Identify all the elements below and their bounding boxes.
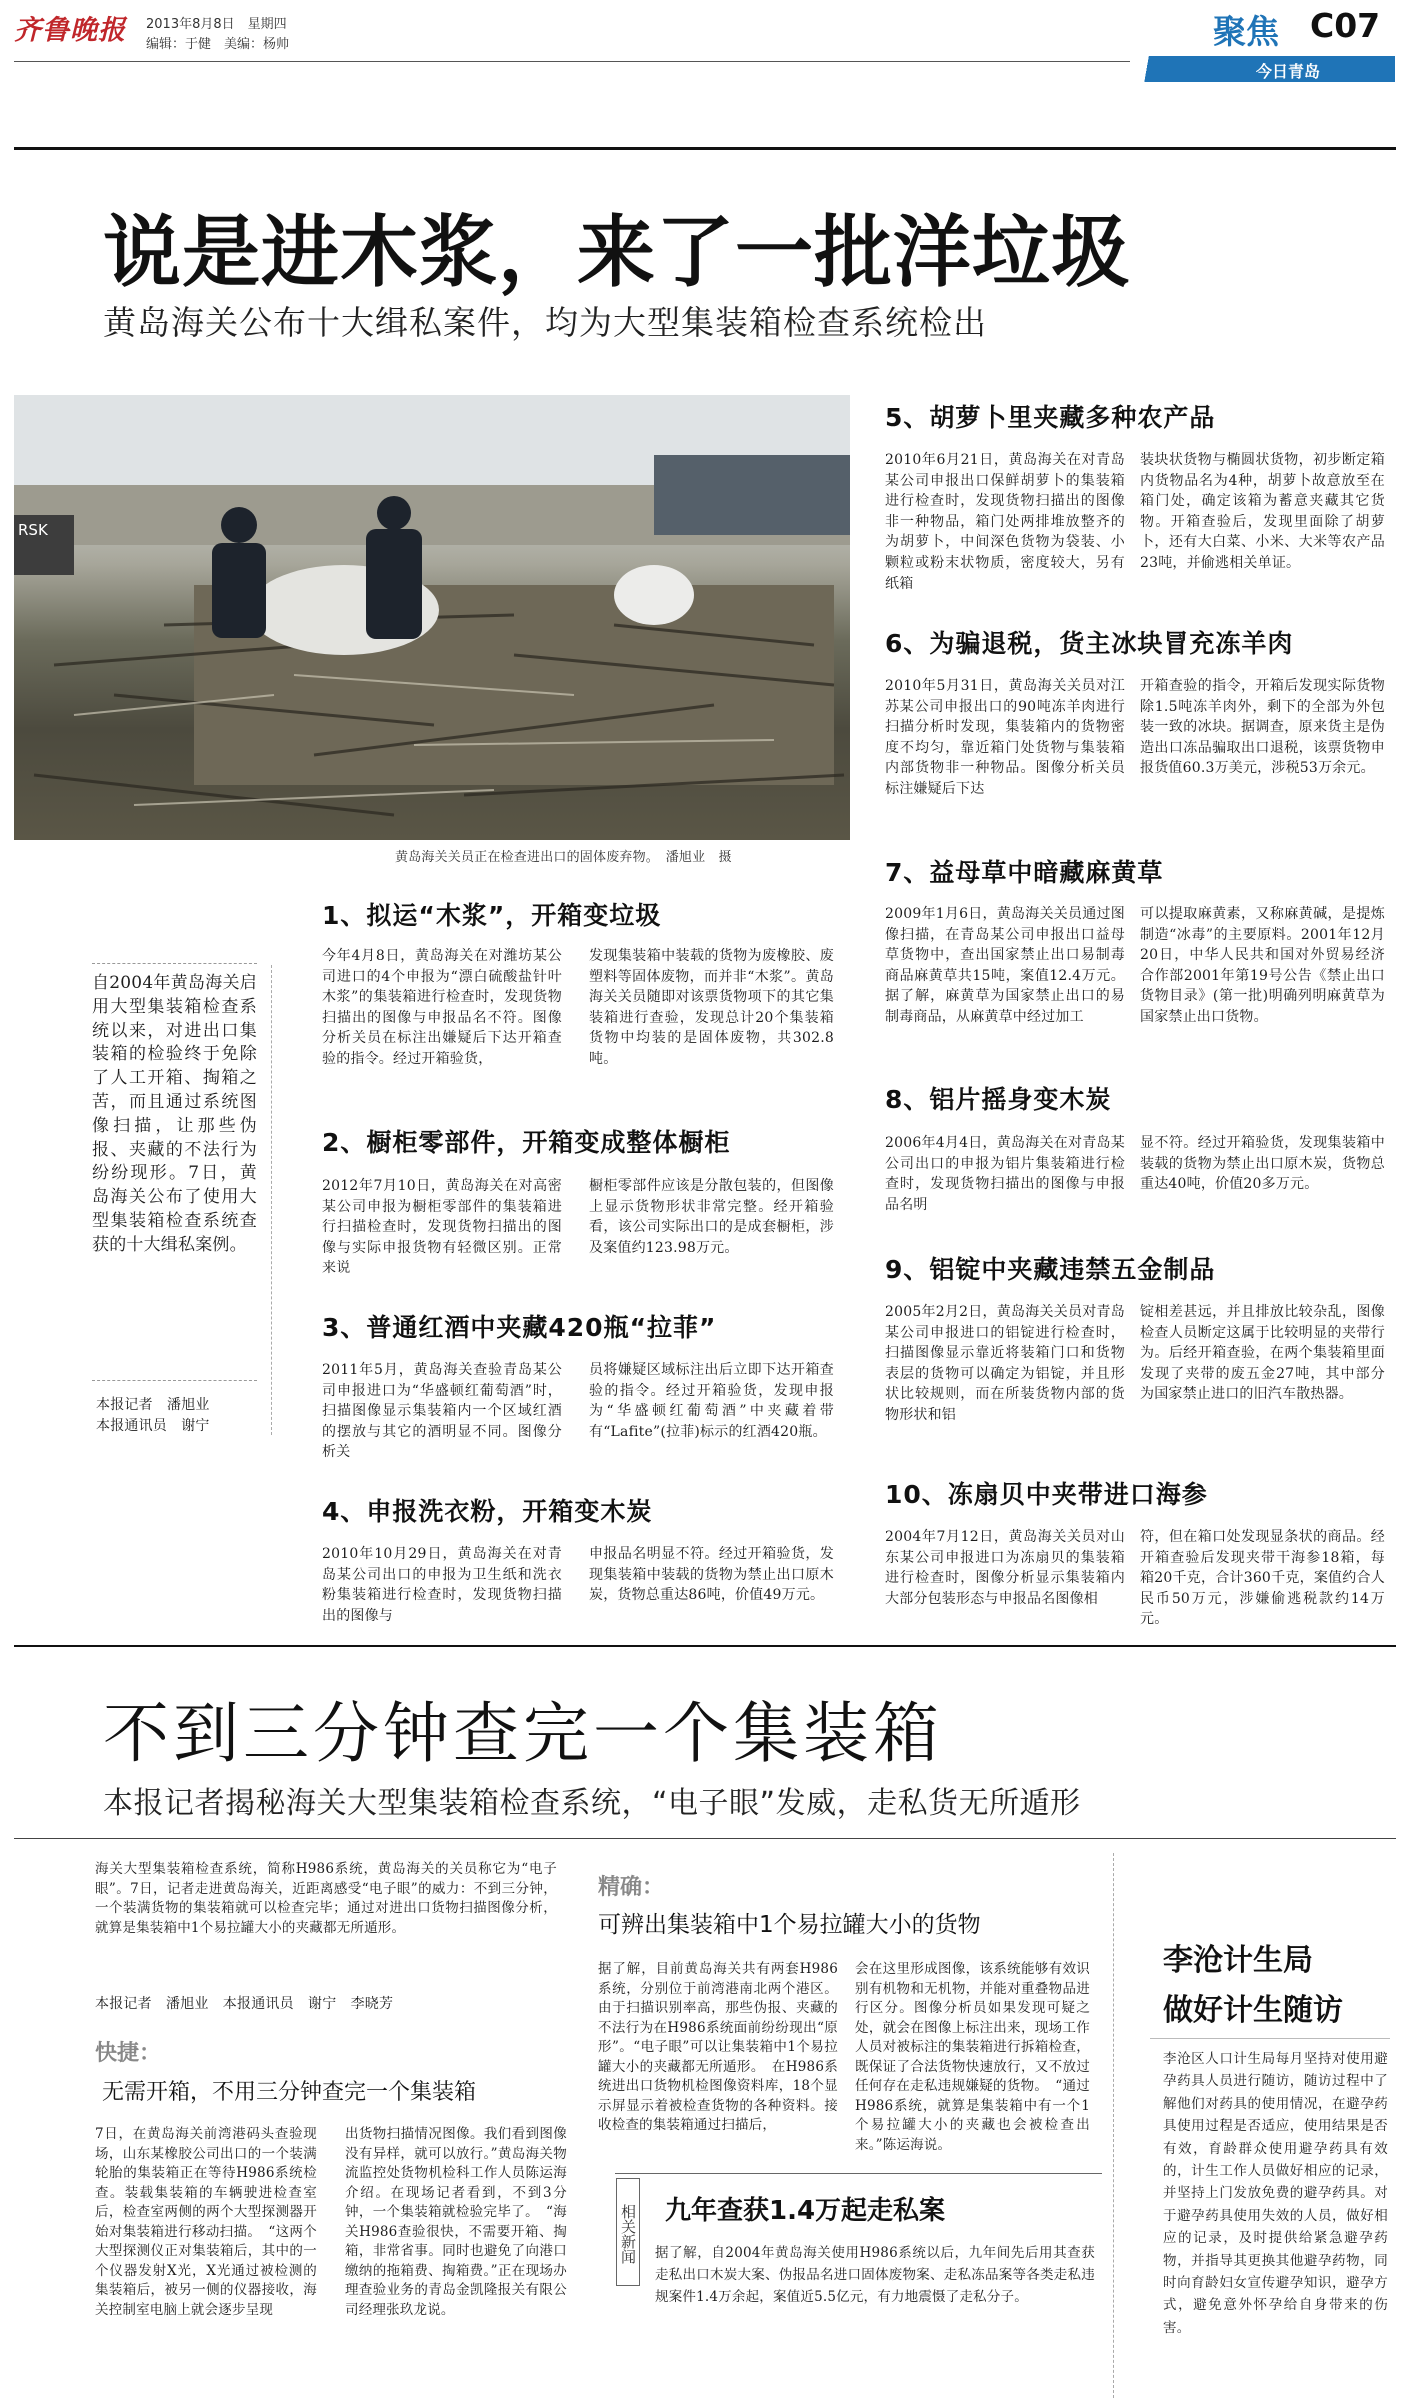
story2-headline: 不到三分钟查完一个集装箱 (103, 1695, 943, 1772)
related-news-label: 相关新闻 (616, 2178, 640, 2286)
case-text: 今年4月8日，黄岛海关在对潍坊某公司进口的4个申报为“漂白硫酸盐针叶木浆”的集装箱进行检查时，发现货物扫描出的图像与申报品名不符。图像分析关员在标注出嫌疑后下达开箱查验的指令。经过开箱验货， (322, 948, 562, 1067)
case-text: 2009年1月6日，黄岛海关关员通过图像扫描，在青岛某公司申报出口益母草货物中，查出国家禁止出口易制毒商品麻黄草共15吨，案值12.4万元。据了解，麻黄草为国家禁止出口的易制毒商品，从麻黄草中经过加工 (885, 906, 1125, 1025)
photo-caption: 黄岛海关关员正在检查进出口的固体废弃物。 潘旭业 摄 (395, 850, 732, 865)
story1-headline: 说是进木浆，来了一批洋垃圾 (103, 208, 1131, 298)
story2-intro: 海关大型集装箱检查系统，简称H986系统，黄岛海关的关员称它为“电子眼”。7日，记者走进黄岛海关，近距离感受“电子眼”的威力：不到三分钟，一个装满货物的集装箱就可以检查完毕；通过对进出口货物扫描图像分析，就算是集装箱中1个易拉罐大小的夹藏都无所遁形。 (95, 1861, 557, 1936)
case-text: 2012年7月10日，黄岛海关在对高密某公司申报为橱柜零部件的集装箱进行扫描检查时，发现货物扫描出的图像与实际申报货物有轻微区别。正常来说 (322, 1178, 562, 1277)
case-text: 申报品名明显不符。经过开箱验货，发现集装箱中装载的货物为禁止出口原木炭，货物总重达86吨，价值49万元。 (589, 1546, 834, 1604)
case-text: 发现集装箱中装载的货物为废橡胶、废塑料等固体废物，而并非“木浆”。黄岛海关关员随即对该票货物项下的其它集装箱进行查验，发现总计20个集装箱货物中均装的是固体废物，共302.8吨。 (589, 948, 834, 1067)
case-text: 可以提取麻黄素，又称麻黄碱，是提炼制造“冰毒”的主要原料。2001年12月20日，中华人民共和国对外贸易经济合作部2001年第19号公告《禁止出口货物目录》(第一批)明确列明麻黄草为国家禁止出口货物。 (1140, 906, 1385, 1025)
case-text: 橱柜零部件应该是分散包装的，但图像上显示货物形状非常完整。经开箱验看，该公司实际出口的是成套橱柜，涉及案值约123.98万元。 (589, 1178, 834, 1256)
case-text: 2011年5月，黄岛海关查验青岛某公司申报进口为“华盛顿红葡萄酒”时，扫描图像显示集装箱内一个区域红酒的摆放与其它的酒明显不同。图像分析关 (322, 1362, 562, 1461)
region-label: 今日青岛 (1256, 62, 1321, 81)
case-text: 符，但在箱口处发现显条状的商品。经开箱查验后发现夹带干海参18箱，每箱20千克，合计360千克，案值约合人民币50万元，涉嫌偷逃税款约14万元。 (1140, 1529, 1385, 1628)
case-text: 2006年4月4日，黄岛海关在对青岛某公司出口的申报为铝片集装箱进行检查时，发现货物扫描出的图像与申报品名明 (885, 1135, 1125, 1213)
case-title: 1、拟运“木浆”，开箱变垃圾 (322, 901, 662, 930)
story1-byline-1: 本报记者 潘旭业 (96, 1397, 210, 1413)
story1-intro: 自2004年黄岛海关启用大型集装箱检查系统以来，对进出口集装箱的检验终于免除了人工开箱、掏箱之苦，而且通过系统图像扫描，让那些伪报、夹藏的不法行为纷纷现形。7日，黄岛海关公布了使用大型集装箱检查系统查获的十大缉私案例。 (92, 973, 257, 1255)
case-text: 2010年5月31日，黄岛海关关员对江苏某公司申报出口的90吨冻羊肉进行扫描分析时发现，集装箱内的货物密度不均匀，靠近箱门处货物与集装箱内部货物非一种物品。图像分析关员标注嫌疑后下达 (885, 678, 1125, 797)
case-text: 显不符。经过开箱验货，发现集装箱中装载的货物为禁止出口原木炭，货物总重达40吨，价值20多万元。 (1140, 1135, 1385, 1193)
jingque-text: 据了解，目前黄岛海关共有两套H986系统，分别位于前湾港南北两个港区。由于扫描识别率高，那些伪报、夹藏的不法行为在H986系统面前纷纷现出“原形”。“电子眼”可以让集装箱中1个易拉罐大小的夹藏都无所遁形。 在H986系统进出口货物机检图像资料库，18个显示屏显示着被检查货物的各种资料。接收检查的集装箱通过扫描后， (598, 1961, 838, 2133)
jingque-label: 精确： (598, 1875, 665, 1900)
story3-headline-line1: 李沧计生局 (1163, 1943, 1313, 1978)
date-line: 2013年8月8日 星期四 (146, 17, 287, 32)
masthead: 齐鲁晚报 (14, 15, 126, 46)
story2-subhead-rule (14, 1838, 1396, 1839)
case-title: 3、普通红酒中夹藏420瓶“拉菲” (322, 1313, 717, 1342)
story1-byline-2: 本报通讯员 谢宁 (96, 1418, 210, 1434)
related-news-title: 九年查获1.4万起走私案 (665, 2196, 946, 2226)
news-photo (14, 395, 850, 840)
case-title: 10、冻扇贝中夹带进口海参 (885, 1480, 1208, 1509)
column-divider (1113, 1853, 1114, 2398)
case-text: 2004年7月12日，黄岛海关关员对山东某公司申报进口为冻扇贝的集装箱进行检查时，图像分析显示集装箱内大部分包装形态与申报品名图像相 (885, 1529, 1125, 1607)
kuaijie-text: 7日，在黄岛海关前湾港码头查验现场，山东某橡胶公司出口的一个装满轮胎的集装箱正在等待H986系统检查。装载集装箱的车辆驶进检查室后，检查室两侧的两个大型探测器开始对集装箱进行移动扫描。 “这两个大型探测仪正对集装箱后，其中的一个仪器发射X光，X光通过被检测的集装箱后，被另一侧的仪器接收，海关控制室电脑上就会逐步呈现 (95, 2126, 317, 2318)
case-text: 2010年10月29日，黄岛海关在对青岛某公司出口的申报为卫生纸和洗衣粉集装箱进行检查时，发现货物扫描出的图像与 (322, 1546, 562, 1624)
story3-headline-line2: 做好计生随访 (1163, 1993, 1343, 2028)
case-title: 2、橱柜零部件，开箱变成整体橱柜 (322, 1128, 731, 1157)
story3-text: 李沧区人口计生局每月坚持对使用避孕药具人员进行随访，随访过程中了解他们对药具的使用情况，在避孕药具使用过程是否适应，使用结果是否有效，育龄群众使用避孕药具有效的，计生工作人员做好相应的记录，并坚持上门发放免费的避孕药具。对于避孕药具使用失效的人员，做好相应的记录，及时提供给紧急避孕药物，并指导其更换其他避孕药物，同时向育龄妇女宣传避孕知识，避孕方式，避免意外怀孕给自身带来的伤害。 (1163, 2051, 1388, 2336)
case-text: 2005年2月2日，黄岛海关关员对青岛某公司申报进口的铝锭进行检查时，扫描图像显示靠近将装箱门口和货物表层的货物可以确定为铝锭，并且形状比较规则，而在所装货物内部的货物形状和铝 (885, 1304, 1125, 1423)
editor-line: 编辑：于健 美编：杨帅 (146, 37, 290, 52)
byline-rule (92, 1380, 257, 1381)
story-divider (14, 1645, 1396, 1647)
case-title: 6、为骗退税，货主冰块冒充冻羊肉 (885, 629, 1294, 658)
case-text: 锭相差甚远，并且排放比较杂乱，图像检查人员断定这属于比较明显的夹带行为。后经开箱查验，在两个集装箱里面发现了夹带的废五金27吨，其中部分为国家禁止进口的旧汽车散热器。 (1140, 1304, 1385, 1403)
case-text: 装块状货物与椭圆状货物，初步断定箱内货物品名为4种，胡萝卜故意放至在箱门处，确定该箱为蓄意夹藏其它货物。开箱查验后，发现里面除了胡萝卜，还有大白菜、小米、大米等农产品23吨，并偷逃相关单证。 (1140, 452, 1385, 571)
story1-subhead: 黄岛海关公布十大缉私案件，均为大型集装箱检查系统检出 (103, 303, 987, 342)
story3-rule (1150, 2038, 1390, 2039)
case-title: 5、胡萝卜里夹藏多种农产品 (885, 403, 1216, 432)
customs-officers-inspecting-waste-image (14, 395, 850, 840)
case-title: 4、申报洗衣粉，开箱变木炭 (322, 1497, 653, 1526)
kuaijie-label: 快捷： (95, 2041, 162, 2066)
kuaijie-text: 出货物扫描情况图像。我们看到图像没有异样，就可以放行。”黄岛海关物流监控处货物机检科工作人员陈运海介绍。在现场记者看到，不到3分钟，一个集装箱就检验完毕了。 “海关H986查验很快，不需要开箱、掏箱，非常省事。同时也避免了向港口缴纳的拖箱费、掏箱费。”正在现场办理查验业务的青岛金凯隆报关有限公司经理张玖龙说。 (345, 2126, 567, 2318)
column-divider (271, 965, 272, 1435)
case-text: 开箱查验的指令，开箱后发现实际货物除1.5吨冻羊肉外，剩下的全部为外包装一致的冰块。据调查，原来货主是伪造出口冻品骗取出口退税，该票货物申报货值60.3万美元，涉税53万余元。 (1140, 678, 1385, 777)
intro-rule (92, 963, 257, 964)
svg-text:RSK: RSK (18, 521, 48, 539)
case-title: 8、铝片摇身变木炭 (885, 1085, 1112, 1114)
page-number: C07 (1310, 6, 1381, 45)
section-title: 聚焦 (1213, 12, 1279, 51)
story2-byline: 本报记者 潘旭业 本报通讯员 谢宁 李晓芳 (95, 1996, 394, 2012)
case-title: 9、铝锭中夹藏违禁五金制品 (885, 1255, 1216, 1284)
kuaijie-title: 无需开箱，不用三分钟查完一个集装箱 (102, 2080, 477, 2105)
top-rule (14, 147, 1396, 150)
related-news-text: 据了解，自2004年黄岛海关使用H986系统以后，九年间先后用其查获走私出口木炭大案、伪报品名进口固体废物案、走私冻品案等各类走私违规案件1.4万余起，案值近5.5亿元，有力地震慑了走私分子。 (655, 2245, 1095, 2305)
jingque-title: 可辨出集装箱中1个易拉罐大小的货物 (598, 1912, 981, 1938)
header-rule (14, 61, 1130, 62)
case-title: 7、益母草中暗藏麻黄草 (885, 858, 1164, 887)
story2-subhead: 本报记者揭秘海关大型集装箱检查系统，“电子眼”发威，走私货无所遁形 (103, 1786, 1081, 1821)
case-text: 员将嫌疑区域标注出后立即下达开箱查验的指令。经过开箱验货，发现申报为“华盛顿红葡萄酒”中夹藏着带有“Lafite”(拉菲)标示的红酒420瓶。 (589, 1362, 834, 1440)
case-text: 2010年6月21日，黄岛海关在对青岛某公司申报出口保鲜胡萝卜的集装箱进行检查时，发现货物扫描出的图像非一种物品，箱门处两排堆放整齐的为胡萝卜，中间深色货物为袋装、小颗粒或粉末状物质，密度较大，另有纸箱 (885, 452, 1125, 592)
jingque-text: 会在这里形成图像，该系统能够有效识别有机物和无机物，并能对重叠物品进行区分。图像分析员如果发现可疑之处，就会在图像上标注出来，现场工作人员对被标注的集装箱进行拆箱检查，既保证了合法货物快速放行，又不放过任何存在走私违规嫌疑的货物。 “通过H986系统，就算是集装箱中有一个1个易拉罐大小的夹藏也会被检查出来。”陈运海说。 (855, 1961, 1090, 2153)
